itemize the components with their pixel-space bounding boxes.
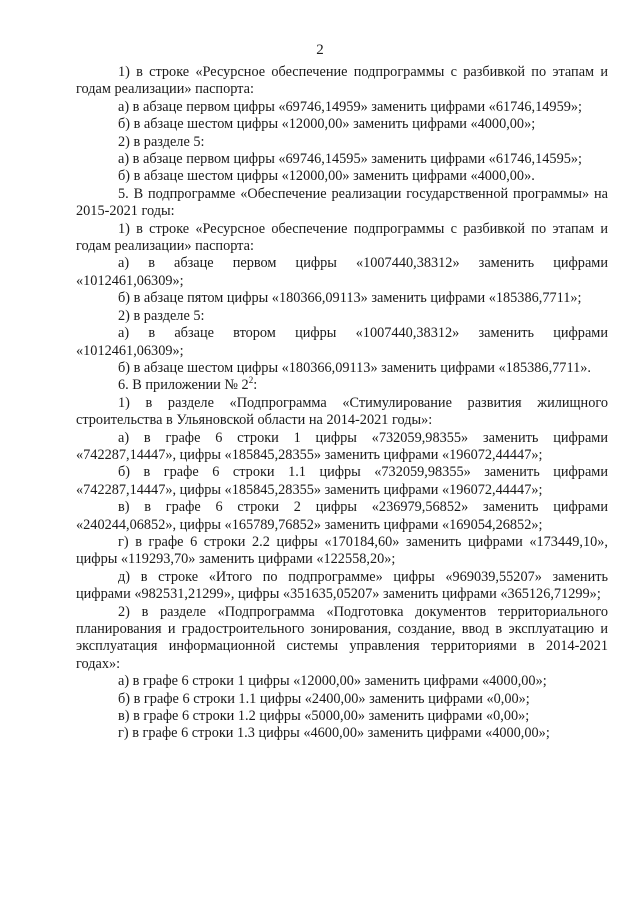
paragraph: г) в графе 6 строки 1.3 цифры «4600,00» заменить цифрами «4000,00»; bbox=[118, 725, 550, 742]
paragraph: в) в графе 6 строки 1.2 цифры «5000,00» заменить цифрами «0,00»; bbox=[118, 708, 530, 725]
superscript: 2 bbox=[248, 375, 254, 386]
paragraph: 1) в строке «Ресурсное обеспечение подпрограммы с разбивкой по этапам и годам реализации» паспорта: bbox=[76, 220, 608, 255]
paragraph: б) в абзаце шестом цифры «180366,09113» заменить цифрами «185386,7711». bbox=[118, 359, 591, 376]
page-number: 2 bbox=[316, 42, 324, 58]
paragraph-text-end: : bbox=[253, 377, 258, 394]
paragraph: б) в абзаце шестом цифры «12000,00» заменить цифрами «4000,00»; bbox=[118, 116, 536, 133]
paragraph: 2) в разделе 5: bbox=[118, 307, 205, 324]
paragraph: 2) в разделе 5: bbox=[118, 133, 205, 150]
paragraph: а) в абзаце первом цифры «69746,14959» заменить цифрами «61746,14959»; bbox=[118, 98, 582, 115]
paragraph: а) в графе 6 строки 1 цифры «732059,98355» заменить цифрами «742287,14447», цифры «185845,28355» заменить цифрами «196072,44447»; bbox=[76, 429, 608, 463]
paragraph: б) в абзаце шестом цифры «12000,00» заменить цифрами «4000,00». bbox=[118, 168, 535, 185]
paragraph bbox=[76, 377, 608, 394]
paragraph: 2) в разделе «Подпрограмма «Подготовка документов территориального планирования и градостроительного зонирования, создание, ввод в эксплуатацию и эксплуатация информационной системы управления территориями в 2014-2021 годах»: bbox=[76, 603, 608, 672]
paragraph: б) в графе 6 строки 1.1 цифры «732059,98355» заменить цифрами «742287,14447», цифры «185845,28355» заменить цифрами «196072,44447»; bbox=[76, 464, 608, 498]
paragraph: в) в графе 6 строки 2 цифры «236979,56852» заменить цифрами «240244,06852», цифры «165789,76852» заменить цифрами «169054,26852»; bbox=[76, 499, 608, 533]
paragraph: а) в графе 6 строки 1 цифры «12000,00» заменить цифрами «4000,00»; bbox=[118, 673, 547, 690]
paragraph: а) в абзаце втором цифры «1007440,38312» заменить цифрами «1012461,06309»; bbox=[76, 325, 608, 359]
paragraph: 5. В подпрограмме «Обеспечение реализации государственной программы» на 2015-2021 годы: bbox=[76, 185, 608, 220]
paragraph: а) в абзаце первом цифры «69746,14595» заменить цифрами «61746,14595»; bbox=[118, 151, 582, 168]
paragraph: б) в графе 6 строки 1.1 цифры «2400,00» заменить цифрами «0,00»; bbox=[118, 690, 530, 707]
paragraph: б) в абзаце пятом цифры «180366,09113» заменить цифрами «185386,7711»; bbox=[118, 290, 582, 307]
paragraph: а) в абзаце первом цифры «1007440,38312» заменить цифрами «1012461,06309»; bbox=[76, 255, 608, 289]
paragraph: д) в строке «Итого по подпрограмме» цифры «969039,55207» заменить цифрами «982531,21299», цифры «351635,05207» заменить цифрами «365126,71299»; bbox=[76, 568, 608, 603]
paragraph: г) в графе 6 строки 2.2 цифры «170184,60» заменить цифрами «173449,10», цифры «119293,70» заменить цифрами «122558,20»; bbox=[76, 533, 608, 568]
paragraph: 1) в строке «Ресурсное обеспечение подпрограммы с разбивкой по этапам и годам реализации» паспорта: bbox=[76, 64, 608, 98]
paragraph-text: 6. В приложении № 2 bbox=[118, 377, 249, 394]
paragraph: 1) в разделе «Подпрограмма «Стимулирование развития жилищного строительства в Ульяновской области на 2014-2021 годы»: bbox=[76, 394, 608, 429]
document-body bbox=[76, 64, 608, 743]
